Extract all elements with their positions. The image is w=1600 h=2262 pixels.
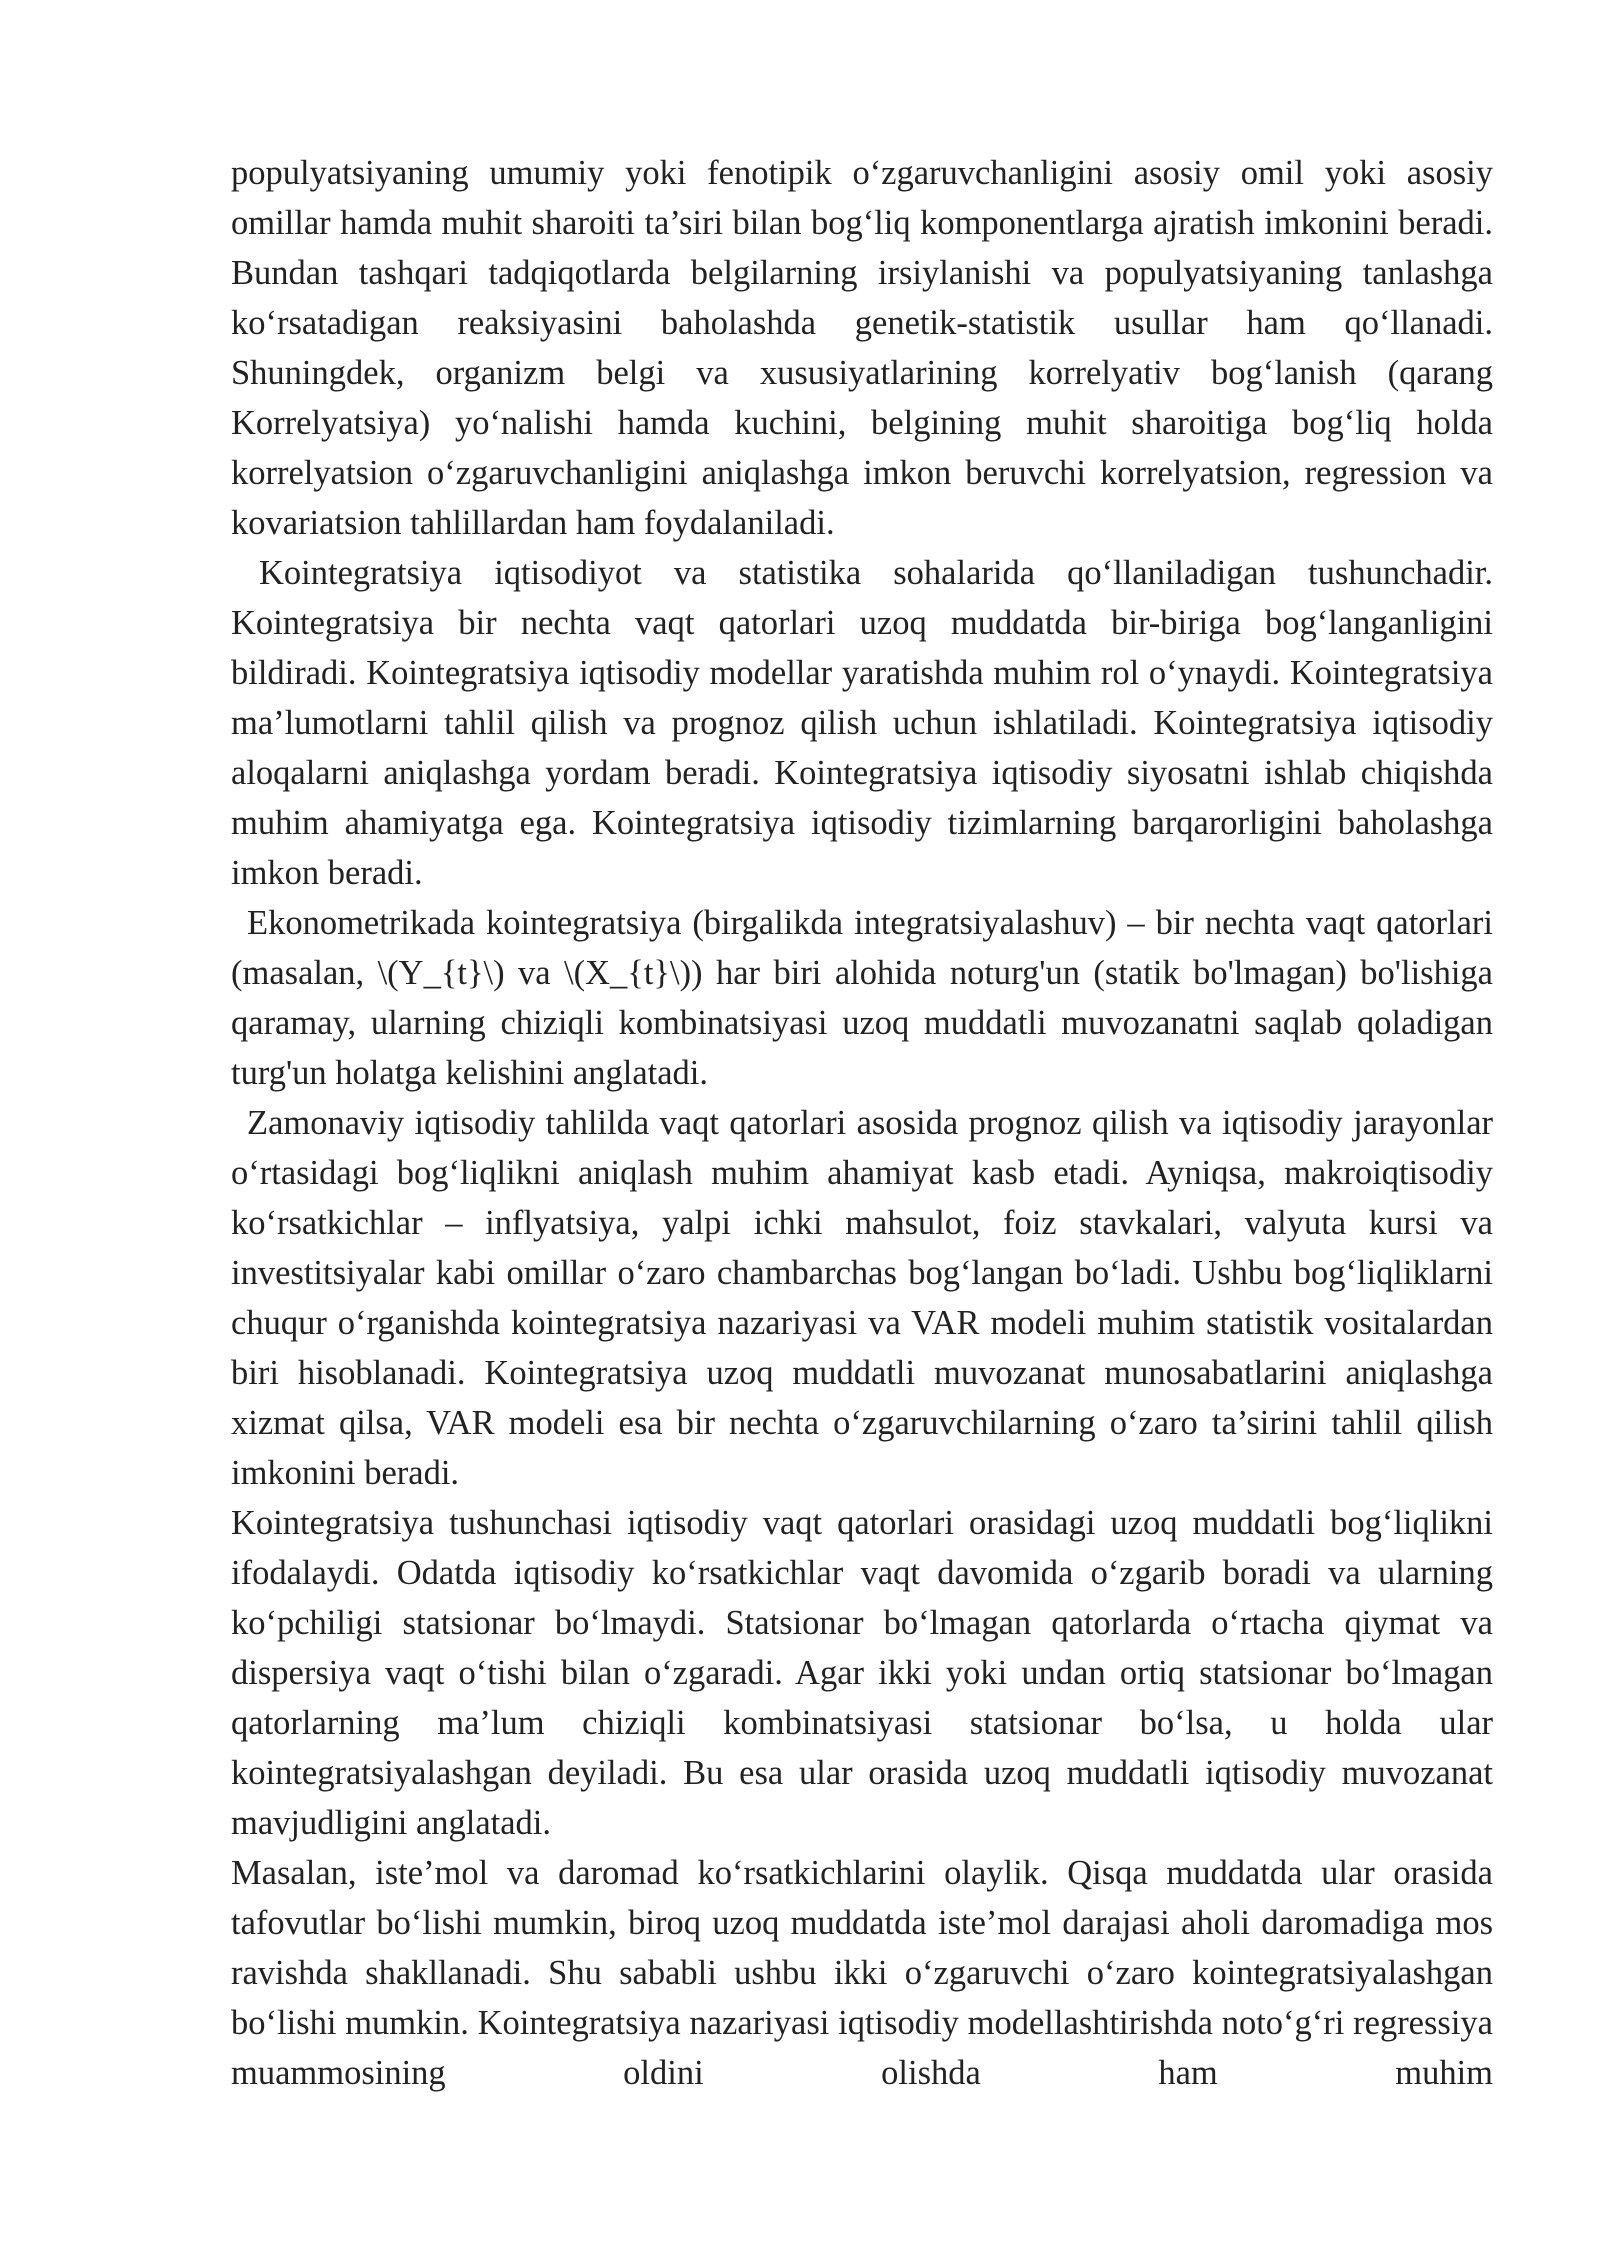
paragraph-consumption-income-example: Masalan, iste’mol va daromad ko‘rsatkichlarini olaylik. Qisqa muddatda ular orasida tafovutlar bo‘lishi mumkin, biroq uzoq muddatda iste’mol darajasi aholi daromadiga mos ravishda shakllanadi. Shu sababli ushbu ikki o‘zgaruvchi o‘zaro kointegratsiyalashgan bo‘lishi mumkin. Kointegratsiya nazariyasi iqtisodiy modellashtirishda noto‘g‘ri regressiya muammosining oldini olishda ham muhim <box>231 1854 1493 2092</box>
paragraph-modern-economic-analysis: Zamonaviy iqtisodiy tahlilda vaqt qatorlari asosida prognoz qilish va iqtisodiy jarayonlar o‘rtasidagi bog‘liqlikni aniqlash muhim ahamiyat kasb etadi. Ayniqsa, makroiqtisodiy ko‘rsatkichlar – inflyatsiya, yalpi ichki mahsulot, foiz stavkalari, valyuta kursi va investitsiyalar kabi omillar o‘zaro chambarchas bog‘langan bo‘ladi. Ushbu bog‘liqliklarni chuqur o‘rganishda kointegratsiya nazariyasi va VAR modeli muhim statistik vositalardan biri hisoblanadi. Kointegratsiya uzoq muddatli muvozanat munosabatlarini aniqlashga xizmat qilsa, VAR modeli esa bir nechta o‘zgaruvchilarning o‘zaro ta’sirini tahlil qilish imkonini beradi. <box>231 1104 1493 1492</box>
paragraph-cointegration-concept: Kointegratsiya tushunchasi iqtisodiy vaqt qatorlari orasidagi uzoq muddatli bog‘liqlikni ifodalaydi. Odatda iqtisodiy ko‘rsatkichlar vaqt davomida o‘zgarib boradi va ularning ko‘pchiligi statsionar bo‘lmaydi. Statsionar bo‘lmagan qatorlarda o‘rtacha qiymat va dispersiya vaqt o‘tishi bilan o‘zgaradi. Agar ikki yoki undan ortiq statsionar bo‘lmagan qatorlarning ma’lum chiziqli kombinatsiyasi statsionar bo‘lsa, u holda ular kointegratsiyalashgan deyiladi. Bu esa ular orasida uzoq muddatli iqtisodiy muvozanat mavjudligini anglatadi. <box>231 1504 1493 1842</box>
document-page <box>231 148 1493 2092</box>
paragraph-econometrics-cointegration: Ekonometrikada kointegratsiya (birgalikda integratsiyalashuv) – bir nechta vaqt qatorlari (masalan, \(Y_{t}\) va \(X_{t}\)) har biri alohida noturg'un (statik bo'lmagan) bo'lishiga qaramay, ularning chiziqli kombinatsiyasi uzoq muddatli muvozanatni saqlab qoladigan turg'un holatga kelishini anglatadi. <box>231 904 1493 1092</box>
paragraph-population-variability: populyatsiyaning umumiy yoki fenotipik o‘zgaruvchanligini asosiy omil yoki asosiy omillar hamda muhit sharoiti ta’siri bilan bog‘liq komponentlarga ajratish imkonini beradi. Bundan tashqari tadqiqotlarda belgilarning irsiylanishi va populyatsiyaning tanlashga ko‘rsatadigan reaksiyasini baholashda genetik-statistik usullar ham qo‘llanadi. Shuningdek, organizm belgi va xususiyatlarining korrelyativ bog‘lanish (qarang Korrelyatsiya) yo‘nalishi hamda kuchini, belgining muhit sharoitiga bog‘liq holda korrelyatsion o‘zgaruvchanligini aniqlashga imkon beruvchi korrelyatsion, regression va kovariatsion tahlillardan ham foydalaniladi. <box>231 154 1493 542</box>
paragraph-cointegration-definition: Kointegratsiya iqtisodiyot va statistika sohalarida qo‘llaniladigan tushunchadir. Kointegratsiya bir nechta vaqt qatorlari uzoq muddatda bir-biriga bog‘langanligini bildiradi. Kointegratsiya iqtisodiy modellar yaratishda muhim rol o‘ynaydi. Kointegratsiya ma’lumotlarni tahlil qilish va prognoz qilish uchun ishlatiladi. Kointegratsiya iqtisodiy aloqalarni aniqlashga yordam beradi. Kointegratsiya iqtisodiy siyosatni ishlab chiqishda muhim ahamiyatga ega. Kointegratsiya iqtisodiy tizimlarning barqarorligini baholashga imkon beradi. <box>231 554 1493 892</box>
